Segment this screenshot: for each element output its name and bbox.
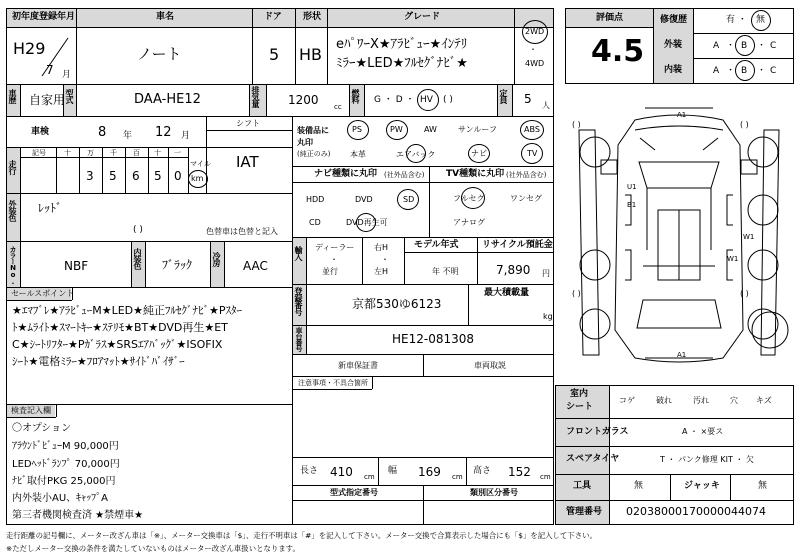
reg-year-label: 初年度登録年月 — [12, 12, 76, 22]
tv-small: (社外品含む) — [506, 171, 547, 179]
type-cert-label: 型式指定番号 — [330, 488, 378, 497]
drive-4wd: 4WD — [525, 59, 545, 68]
chassis-label: 車台番号 — [295, 327, 303, 351]
interior-sheet-label-1: 室内 — [570, 389, 589, 399]
width-unit: cm — [452, 473, 463, 481]
diagram-a1-bottom: A1 — [677, 351, 687, 359]
capacity-unit: 人 — [542, 101, 550, 110]
equip-ps: PS — [352, 125, 362, 134]
length-label: 長さ — [300, 466, 319, 476]
sheet-hole: 穴 — [730, 396, 738, 405]
sales-point-line-2: ﾄ★ﾑﾗｲﾄ★ｽﾏｰﾄｷｰ★ｽﾃﾘﾓ★BT★DVD再生★ET — [12, 321, 228, 334]
usage: 自家用 — [29, 93, 66, 107]
inspector-note-4: ﾅﾋﾞ取付PKG 25,000円 — [12, 476, 116, 487]
jack-value: 無 — [758, 481, 768, 491]
width-label: 幅 — [388, 466, 398, 476]
notes-label: 注意事項・不具合箇所 — [298, 379, 368, 387]
inspector-note-2: ｱﾗｳﾝﾄﾞﾋﾞｭｰM 90,000円 — [12, 441, 119, 452]
interior-c: C — [770, 66, 777, 76]
equipment-label-2: 丸印 — [297, 138, 313, 147]
front-glass-value: A ・ ×要ス — [682, 427, 724, 436]
fuel-paren: ( ) — [443, 95, 453, 105]
fuel-options: G ・ D ・ — [374, 95, 415, 105]
footer-line-2: ※ただしメーター交換の条件を満たしていないものはメーター改ざん車扱いとなります。 — [6, 544, 300, 553]
diagram-paren-3: ( ) — [572, 289, 581, 298]
import-sep-2: ・ — [381, 255, 389, 264]
mileage-header-ichi: 一 — [174, 149, 181, 157]
doors: 5 — [269, 45, 280, 64]
rating-value: 4.5 — [591, 34, 645, 69]
equip-pw: PW — [390, 125, 403, 134]
exterior-c: C — [770, 41, 777, 51]
mileage-unit: km — [191, 174, 204, 183]
height-label: 高さ — [473, 466, 492, 476]
mileage-header-sen: 千 — [110, 149, 117, 157]
registration-label: 登録番号 — [294, 287, 303, 315]
inspector-note-6: 第三者機関検査済 ★禁煙車★ — [12, 510, 144, 521]
sales-point-line-4: ｼｰﾄ★電格ﾐﾗｰ★ﾌﾛｱﾏｯﾄ★ｻｲﾄﾞﾊﾞｲｻﾞｰ — [12, 355, 185, 368]
shift: IAT — [236, 153, 259, 171]
inspector-notes-label: 検査記入欄 — [11, 406, 51, 415]
class-cert-label: 類別区分番号 — [470, 488, 518, 497]
exterior-dot-1: ・ — [726, 41, 736, 51]
reg-month: 7 — [46, 63, 54, 77]
grade-line1: eﾊﾟﾜｰX★ｱﾗﾋﾞｭｰ★ｲﾝﾃﾘ — [336, 37, 468, 52]
length-unit: cm — [364, 473, 375, 481]
sales-point-line-1: ★ｴﾏﾌﾞﾚ★ｱﾗﾋﾞｭｰM★LED★純正ﾌﾙｾｸﾞﾅﾋﾞ★Pｽﾀｰ — [12, 304, 242, 317]
reg-year: H29 — [13, 39, 46, 58]
ac: AAC — [243, 259, 268, 273]
interior-dot-1: ・ — [726, 66, 736, 76]
spare-tire-value: T ・ パンク修理 KIT ・ 欠 — [660, 455, 754, 464]
grade-line2: ﾐﾗｰ★LED★ﾌﾙｾｸﾞﾅﾋﾞ★ — [336, 56, 468, 71]
equip-leather: 本革 — [350, 150, 366, 159]
equip-navi: ナビ — [471, 149, 487, 158]
exterior-label: 外装 — [664, 40, 683, 50]
color-value: ﾚｯﾄﾞ — [38, 201, 63, 215]
inspector-note-3: LEDﾍｯﾄﾞﾗﾝﾌﾟ 70,000円 — [12, 459, 120, 470]
mileage-digit-2: 5 — [109, 169, 117, 183]
sheet-stain: 汚れ — [693, 396, 709, 405]
exterior-dot-2: ・ — [757, 41, 767, 51]
interior-a: A — [713, 66, 720, 76]
sheet-burn: コゲ — [619, 396, 635, 405]
mileage-digit-5: 0 — [174, 169, 182, 183]
mileage-header-man: 万 — [87, 149, 94, 157]
inspection-year: 8 — [98, 125, 107, 140]
equip-abs: ABS — [524, 125, 540, 134]
model-year: 年 不明 — [432, 267, 459, 276]
color-no-label: カラーNo. — [9, 246, 17, 285]
drive-sep: ・ — [529, 45, 537, 54]
mileage-digit-1: 3 — [86, 169, 94, 183]
color-note: 色替車は色替と記入 — [206, 227, 278, 236]
model: DAA-HE12 — [134, 92, 201, 107]
mileage-header-mile: マイル — [190, 160, 211, 168]
tools-value: 無 — [634, 481, 644, 491]
fuel-hv: HV — [420, 95, 433, 105]
import-left: 左H — [374, 267, 389, 276]
warranty-label: 新車保証書 — [338, 361, 378, 370]
navi-dvd-play: DVD再生可 — [346, 218, 388, 227]
length: 410 — [330, 465, 353, 479]
import-sep-1: ・ — [330, 255, 338, 264]
chassis-value: HE12-081308 — [392, 332, 475, 346]
inspection-month: 12 — [155, 125, 172, 140]
diagram-paren-1: ( ) — [572, 120, 581, 129]
inspection-year-unit: 年 — [123, 131, 133, 141]
tv-fullseg: フルセグ — [453, 194, 485, 203]
diagram-paren-2: ( ) — [740, 120, 749, 129]
navi-sd: SD — [403, 195, 415, 204]
recycle-label: リサイクル預託金 — [482, 240, 553, 250]
displacement: 1200 — [288, 93, 319, 107]
height-unit: cm — [540, 473, 551, 481]
diagram-w1-right: W1 — [743, 233, 755, 241]
sales-points-label: セールスポイント — [11, 289, 75, 298]
mileage-header-symbol: 記号 — [32, 149, 46, 157]
mileage-digit-3: 6 — [132, 169, 140, 183]
mileage-header-hyaku: 百 — [133, 149, 140, 157]
width: 169 — [418, 465, 441, 479]
car-damage-diagram — [565, 100, 794, 375]
inspection-month-unit: 月 — [181, 131, 191, 141]
car-name-label: 車名 — [156, 12, 175, 22]
jack-label: ジャッキ — [684, 481, 720, 491]
mileage-label: 走行 — [8, 160, 17, 174]
exterior-b: B — [741, 41, 748, 51]
diagram-u1: U1 — [627, 183, 637, 191]
interior-label: 内装 — [664, 65, 683, 75]
management-label: 管理番号 — [566, 507, 603, 517]
interior-color-label: 内装色 — [133, 248, 142, 269]
max-load-label: 最大積載量 — [484, 288, 530, 298]
interior-sheet-label-2: シート — [566, 402, 594, 412]
repair-options: 有 ・ — [726, 15, 747, 25]
navi-hdd: HDD — [306, 195, 325, 204]
front-glass-label: フロントガラス — [566, 427, 629, 437]
model-label: 型式 — [65, 89, 74, 103]
body-label: 形状 — [303, 12, 322, 22]
exterior-a: A — [713, 41, 720, 51]
diagram-w1-left: W1 — [727, 255, 739, 263]
import-label: 輸入 — [294, 246, 303, 260]
mileage-header-10man: 十 — [64, 149, 71, 157]
equipment-label-1: 装備品に — [297, 126, 329, 135]
drive-2wd: 2WD — [525, 27, 545, 36]
navi-label: ナビ種類に丸印 — [314, 169, 378, 179]
tools-label: 工具 — [573, 481, 592, 491]
capacity: 5 — [524, 92, 532, 106]
ac-label: 冷房 — [212, 252, 221, 266]
sales-point-line-3: C★ｼｰﾄﾘﾌﾀｰ★Pｶﾞﾗｽ★SRSｴｱﾊﾞｯｸﾞ★ISOFIX — [12, 338, 223, 351]
diagram-paren-4: ( ) — [740, 289, 749, 298]
tv-label: TV種類に丸印 — [446, 169, 505, 179]
mileage-header-juu: 十 — [154, 149, 161, 157]
spare-tire-label: スペアタイヤ — [566, 454, 620, 464]
registration-value: 京都530ゆ6123 — [352, 297, 442, 311]
management-value: 02038000170000044074 — [626, 505, 766, 518]
diagram-a1-top: A1 — [677, 111, 687, 119]
mileage-digit-4: 5 — [154, 169, 162, 183]
cc-unit: cc — [334, 103, 342, 111]
color-no: NBF — [64, 259, 89, 273]
equipment-label-3: (純正のみ) — [297, 150, 331, 158]
model-year-label: モデル年式 — [414, 240, 459, 250]
capacity-label: 定員 — [499, 89, 508, 103]
diagram-b1: B1 — [627, 201, 637, 209]
equip-sunroof: サンルーフ — [458, 125, 497, 134]
inspection-label: 車検 — [31, 127, 50, 137]
interior-b: B — [741, 66, 748, 76]
color-note-paren: ( ) — [133, 225, 143, 235]
height: 152 — [508, 465, 531, 479]
manual-label: 車両取説 — [474, 361, 506, 370]
footer-line-1: 走行距離の記号欄に、メーター改ざん車は「※」、メーター交換車は「$」、走行不明車は「#」を記入して下さい。メーター交換で合算表示した場合にも「$」を記入して下さい。 — [6, 531, 597, 540]
import-parallel: 並行 — [322, 267, 338, 276]
navi-dvd: DVD — [355, 195, 373, 204]
reg-month-unit: 月 — [62, 70, 72, 80]
inspector-note-5: 内外装小AU、ｷｬｯﾌﾟA — [12, 493, 109, 504]
sheet-scratch: キズ — [756, 396, 772, 405]
doors-label: ドア — [264, 12, 282, 22]
equip-aw: AW — [424, 125, 437, 134]
sheet-tear: 破れ — [656, 396, 672, 405]
repair-none: 無 — [756, 15, 766, 25]
tv-analog: アナログ — [453, 218, 485, 227]
displacement-label: 排気量 — [251, 86, 260, 107]
tv-oneseg: ワンセグ — [510, 194, 542, 203]
import-dealer: ディーラー — [315, 243, 355, 252]
body-type: HB — [299, 45, 323, 64]
interior-dot-2: ・ — [757, 66, 767, 76]
fuel-label: 燃料 — [351, 89, 360, 103]
import-right: 右H — [374, 243, 389, 252]
shift-label: シフト — [236, 119, 260, 128]
recycle-unit: 円 — [542, 269, 550, 278]
navi-small: (社外品含む) — [384, 171, 425, 179]
car-name: ノート — [137, 45, 182, 63]
rating-label: 評価点 — [596, 13, 624, 23]
interior-color: ﾌﾞﾗｯｸ — [162, 258, 193, 272]
recycle-value: 7,890 — [496, 263, 531, 277]
repair-label: 修復歴 — [660, 15, 688, 25]
grade-label: グレード — [404, 12, 441, 22]
max-load-unit: kg — [543, 312, 553, 321]
equip-airbag: エアバック — [396, 150, 436, 159]
usage-label: 車歴 — [8, 89, 17, 103]
navi-cd: CD — [309, 218, 321, 227]
equip-tv: TV — [527, 149, 538, 158]
color-label: 外装色 — [8, 200, 17, 221]
inspector-note-1: 〇オプション — [12, 423, 72, 434]
